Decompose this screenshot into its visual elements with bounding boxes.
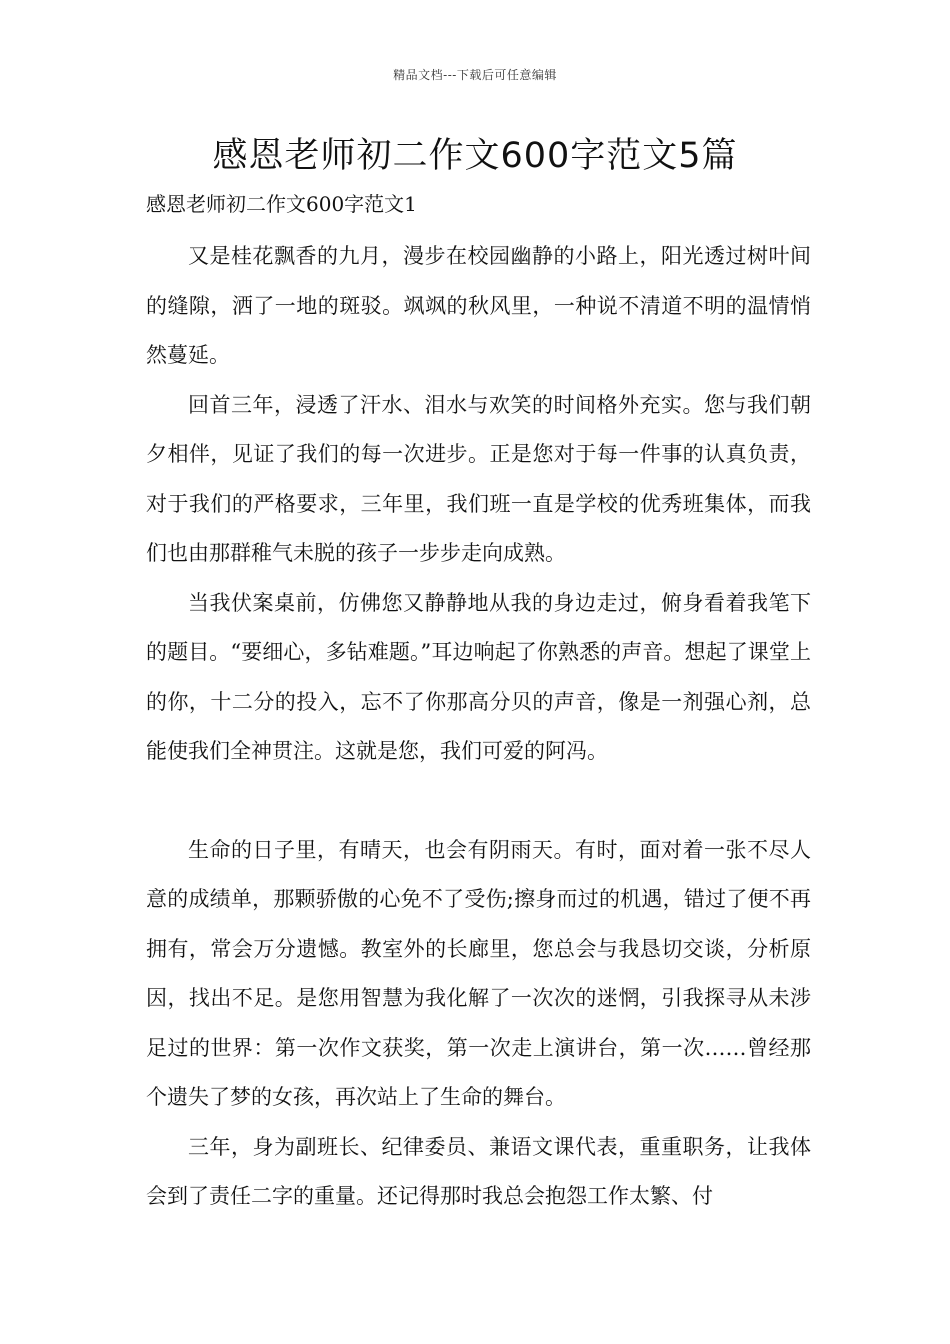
paragraph-5: 三年，身为副班长、纪律委员、兼语文课代表，重重职务，让我体会到了责任二字的重量。还记得那时我总会抱怨工作太繁、付: [146, 1134, 811, 1208]
document-title: 感恩老师初二作文600字范文5篇: [212, 136, 738, 176]
document-body: [146, 232, 811, 1222]
section-subtitle: 感恩老师初二作文600字范文1: [146, 192, 417, 216]
header-note: 精品文档---下载后可任意编辑: [393, 68, 557, 82]
paragraph-4: 生命的日子里，有晴天，也会有阴雨天。有时，面对着一张不尽人意的成绩单，那颗骄傲的心免不了受伤;擦身而过的机遇，错过了便不再拥有，常会万分遗憾。教室外的长廊里，您总会与我恳切交谈，分析原因，找出不足。是您用智慧为我化解了一次次的迷惘，引我探寻从未涉足过的世界：第一次作文获奖，第一次走上演讲台，第一次……曾经那个遗失了梦的女孩，再次站上了生命的舞台。: [146, 837, 811, 1109]
paragraph-gap: [146, 777, 811, 826]
paragraph-2: 回首三年，浸透了汗水、泪水与欢笑的时间格外充实。您与我们朝夕相伴，见证了我们的每一次进步。正是您对于每一件事的认真负责，对于我们的严格要求，三年里，我们班一直是学校的优秀班集体，而我们也由那群稚气未脱的孩子一步步走向成熟。: [146, 392, 811, 565]
paragraph-1: 又是桂花飘香的九月，漫步在校园幽静的小路上，阳光透过树叶间的缝隙，洒了一地的斑驳。飒飒的秋风里，一种说不清道不明的温情悄然蔓延。: [146, 244, 811, 367]
paragraph-3: 当我伏案桌前，仿佛您又静静地从我的身边走过，俯身看着我笔下的题目。“要细心，多钻难题。”耳边响起了你熟悉的声音。想起了课堂上的你，十二分的投入，忘不了你那高分贝的声音，像是一剂强心剂，总能使我们全神贯注。这就是您，我们可爱的阿冯。: [146, 590, 811, 763]
